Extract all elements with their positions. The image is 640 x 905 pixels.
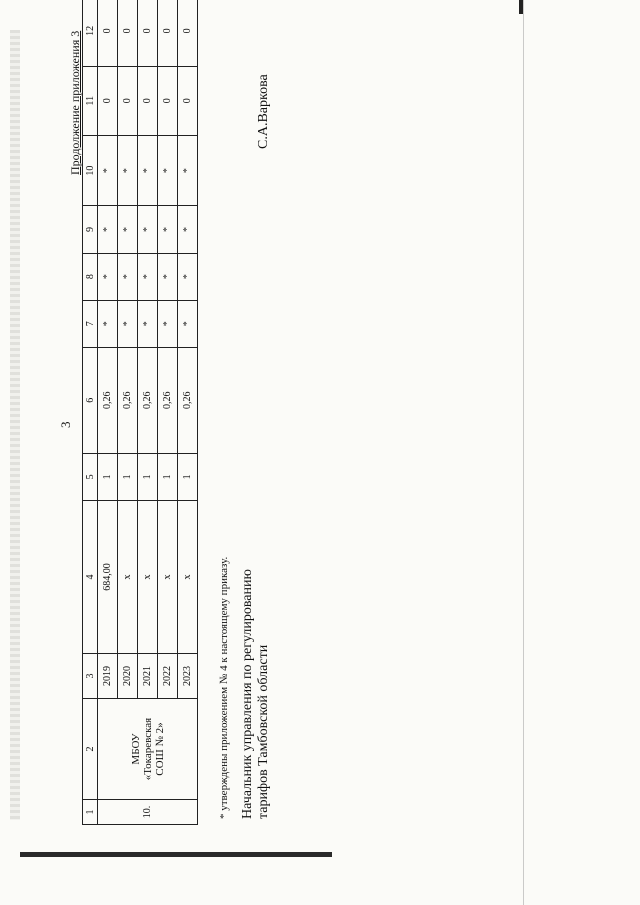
table-cell: * xyxy=(118,300,138,347)
table-cell: * xyxy=(178,300,198,347)
table-cell: 0,26 xyxy=(118,347,138,453)
table-cell: 0,26 xyxy=(158,347,178,453)
header-cell: 10 xyxy=(83,135,98,206)
position-line: Начальник управления по регулированию xyxy=(240,569,255,819)
table-cell: * xyxy=(138,135,158,206)
page-number: 3 xyxy=(58,421,73,428)
table-cell: 1 xyxy=(118,453,138,500)
table-cell: * xyxy=(158,206,178,253)
table-cell: * xyxy=(98,135,118,206)
table-cell: x xyxy=(118,500,138,653)
header-cell: 9 xyxy=(83,206,98,253)
organization-line: МБОУ xyxy=(129,733,142,765)
organization-line: СОШ № 2» xyxy=(153,722,166,776)
table-cell: 0 xyxy=(118,66,138,135)
footnote: * утверждены приложением № 4 к настоящему приказу. xyxy=(218,556,230,819)
table-cell: * xyxy=(158,253,178,300)
header-cell: 6 xyxy=(83,347,98,453)
table-cell: * xyxy=(178,135,198,206)
header-cell: 3 xyxy=(83,654,98,699)
header-cell: 2 xyxy=(83,699,98,800)
header-cell: 11 xyxy=(83,66,98,135)
table-cell: * xyxy=(118,253,138,300)
organization-line: «Токаревская xyxy=(141,717,154,781)
year-cell: 2023 xyxy=(178,654,198,699)
table-cell: * xyxy=(138,300,158,347)
table-cell: * xyxy=(118,206,138,253)
year-cell: 2019 xyxy=(98,654,118,699)
year-cell: 2022 xyxy=(158,654,178,699)
table-cell: 684,00 xyxy=(98,500,118,653)
table-cell: * xyxy=(98,206,118,253)
table-cell: 0,26 xyxy=(98,347,118,453)
table-cell: 0 xyxy=(158,0,178,66)
table-cell: 0 xyxy=(178,0,198,66)
table-cell: 1 xyxy=(178,453,198,500)
table-cell: 0 xyxy=(118,0,138,66)
table-cell: * xyxy=(138,253,158,300)
position-line: тарифов Тамбовской области xyxy=(256,644,271,819)
table-cell: 1 xyxy=(138,453,158,500)
table-header-row xyxy=(83,0,98,825)
table-cell: 0,26 xyxy=(138,347,158,453)
signatory-name: С.А.Варкова xyxy=(256,74,271,149)
table-cell: * xyxy=(158,300,178,347)
table-cell: 0 xyxy=(98,66,118,135)
table-cell: 0 xyxy=(178,66,198,135)
year-cell: 2021 xyxy=(138,654,158,699)
table-cell: * xyxy=(178,206,198,253)
header-cell: 8 xyxy=(83,253,98,300)
header-cell: 4 xyxy=(83,500,98,653)
table-cell: 1 xyxy=(98,453,118,500)
table-cell: 0 xyxy=(158,66,178,135)
header-cell: 7 xyxy=(83,300,98,347)
signatory-position xyxy=(240,569,272,819)
table-cell: * xyxy=(98,300,118,347)
table-cell: x xyxy=(138,500,158,653)
table-cell: 1 xyxy=(158,453,178,500)
header-cell: 5 xyxy=(83,453,98,500)
header-cell: 12 xyxy=(83,0,98,66)
table-cell: 0 xyxy=(98,0,118,66)
table-cell: x xyxy=(158,500,178,653)
table-cell: 0 xyxy=(138,66,158,135)
table-row xyxy=(98,0,118,825)
table-cell: * xyxy=(178,253,198,300)
row-number: 10. xyxy=(98,800,198,825)
continuation-label: Продолжение приложения 3 xyxy=(68,30,82,175)
organization-name xyxy=(98,699,198,800)
table-cell: * xyxy=(118,135,138,206)
table-cell: * xyxy=(98,253,118,300)
table-cell: * xyxy=(158,135,178,206)
year-cell: 2020 xyxy=(118,654,138,699)
table-cell: 0 xyxy=(138,0,158,66)
tariff-table xyxy=(82,0,198,825)
table-cell: x xyxy=(178,500,198,653)
header-cell: 1 xyxy=(83,800,98,825)
table-cell: * xyxy=(138,206,158,253)
table-cell: 0,26 xyxy=(178,347,198,453)
